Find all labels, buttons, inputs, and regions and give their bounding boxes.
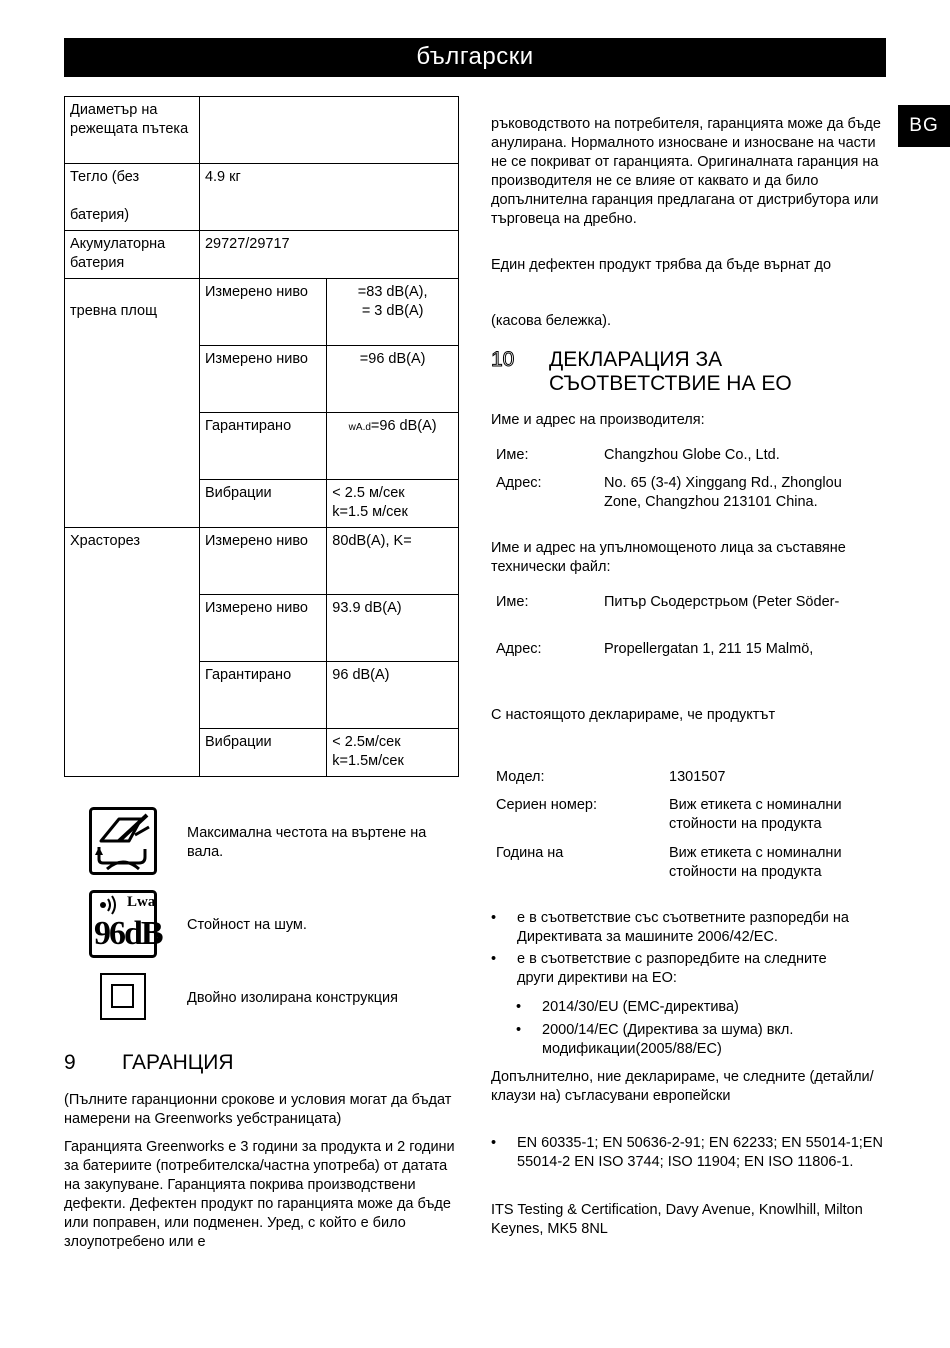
directive-bullet [516,998,886,1017]
spec-row-label: Измерено ниво [199,279,326,346]
language-tab: BG [898,105,950,147]
language-header-bar [64,38,886,77]
manufacturer-name-label: Име: [496,447,529,463]
bullet-dot: • [516,1022,522,1038]
notified-body-text: ITS Testing & Certification, Davy Avenue, Knowlhill, Milton Keynes, MK5 8NL [491,1202,863,1237]
spec-row-label: Вибрации [199,729,326,777]
bullet-dot: • [491,910,497,926]
warranty-body: Гаранцията Greenworks е 3 години за продукта и 2 години за батериите (потребителска/частна употреба) от датата на закупуване. Гаранцията покрива производствени дефекти. Дефектен продукт по гаранцията може да бъде или поправен, или подменен. Уред, с който е било злоупотребено или е [64,1139,455,1250]
compliance-bullet [491,909,886,947]
specifications-table [64,96,459,777]
compliance-bullet-text: е в съответствие със съответните разпоредби на Директивата за машините 2006/42/ЕС. [517,910,849,945]
compliance-bullet-text: е в съответствие с разпоредбите на следните други директиви на ЕО: [517,951,827,986]
bullet-dot: • [491,951,497,967]
spec-value-battery: 29727/29717 [199,231,458,279]
language-header-title: български [416,43,534,70]
product-serial-label: Сериен номер: [496,797,597,813]
directive-bullet-text: 2000/14/EC (Директива за шума) вкл. модификации(2005/88/EC) [542,1022,794,1057]
declaration-section-number: 10 [491,348,515,371]
authorized-address-label: Адрес: [496,641,542,657]
manufacturer-intro: Име и адрес на производителя: [491,412,705,428]
spec-row-value-subscript: wA.d [348,422,371,433]
declaration-title-line1: ДЕКЛАРАЦИЯ ЗА [549,348,723,371]
max-speed-text: Максимална честота на въртене на вала. [187,825,427,860]
directive-bullet-text: 2014/30/EU (EMC-директива) [542,999,739,1015]
product-year-label: Година на [496,845,564,861]
manufacturer-address-value: No. 65 (3-4) Xinggang Rd., Zhonglou Zone, Changzhou 213101 China. [604,475,842,510]
authorized-intro: Име и адрес на упълномощеното лица за съставяне технически файл: [491,540,846,575]
noise-icon-value: 96dB [94,915,162,952]
noise-icon-label: Lwa [127,894,156,910]
spec-row-value: < 2.5м/сек k=1.5м/сек [327,729,459,777]
spec-row-label: Измерено ниво [199,346,326,413]
spec-row-label: Измерено ниво [199,595,326,662]
spec-row-label: Гарантирано [199,662,326,729]
spec-label-lawn [65,279,200,528]
compliance-bullet [491,950,886,988]
standards-bullet [491,1134,886,1191]
noise-level-icon [89,890,162,958]
warranty-receipt: (касова бележка). [491,313,612,329]
warranty-continued: ръководството на потребителя, гаранцията може да бъде анулирана. Нормалното износване и износване на части не се покриват от гаранцията. Оригиналната гаранция на производителя не се влияе от каквато и да било допълнителна гаранция предлагана от дистрибутора или търговеца на дребно. [491,116,881,227]
authorized-address-value: Propellergatan 1, 211 15 Malmö, [604,641,814,657]
warranty-section-title: ГАРАНЦИЯ [122,1051,234,1074]
spec-row-value: 96 dB(A) [327,662,459,729]
spec-row-value: < 2.5 м/сек k=1.5 м/сек [327,480,459,528]
product-model-label: Модел: [496,769,545,785]
spec-row-value: 93.9 dB(A) [327,595,459,662]
warranty-intro: (Пълните гаранционни срокове и условия могат да бъдат намерени на Greenworks уебстраницата) [64,1092,452,1127]
warranty-return: Един дефектен продукт трябва да бъде върнат до [491,257,832,273]
product-serial-value: Виж етикета с номинални стойности на продукта [669,797,842,832]
manufacturer-address-label: Адрес: [496,475,542,491]
spec-row-label: Вибрации [199,480,326,528]
standards-text: EN 60335-1; EN 50636-2-91; EN 62233; EN 55014-1;EN 55014-2 EN ISO 3744; ISO 11904; EN ISO 11806-1. [517,1135,883,1170]
spec-row-label: Измерено ниво [199,528,326,595]
spec-row-value: 80dB(A), K= [327,528,459,595]
spec-value-diameter [199,97,458,164]
spec-value-weight: 4.9 кг [199,164,458,231]
declaration-title-line2: СЪОТВЕТСТВИЕ НА ЕО [549,372,792,395]
spec-label-lawn-text: тревна площ [70,303,158,319]
double-insulation-icon [100,973,146,1020]
directive-bullet [516,1021,886,1059]
spec-label-weight: Тегло (без батерия) [65,164,200,231]
max-speed-icon [89,807,157,875]
bullet-dot: • [516,999,522,1015]
product-model-value: 1301507 [669,769,726,785]
noise-level-text: Стойност на шум. [187,917,307,933]
harmonized-text: Допълнително, ние декларираме, че следните (детайли/клаузи на) съгласувани европейски [491,1069,874,1104]
spec-label-battery: Акумулаторна батерия [65,231,200,279]
spec-row-value: =83 dB(A), = 3 dB(A) [327,279,459,346]
spec-row-value: =96 dB(A) [327,346,459,413]
bullet-dot: • [491,1135,497,1151]
declare-text: С настоящото декларираме, че продуктът [491,707,776,723]
spec-label-diameter: Диаметър на режещата пътека [65,97,200,164]
spec-row-label: Гарантирано [199,413,326,480]
double-insulation-text: Двойно изолирана конструкция [187,990,398,1006]
product-year-value: Виж етикета с номинални стойности на продукта [669,845,842,880]
warranty-section-number: 9 [64,1051,76,1074]
spec-label-hedge: Храсторез [65,528,200,777]
spec-row-value-text: =96 dB(A) [370,418,437,434]
authorized-name-label: Име: [496,594,529,610]
authorized-name-value: Питър Сьодерстрьом (Peter Söder- [604,594,840,610]
spec-row-value-guaranteed [327,413,459,480]
manufacturer-name-value: Changzhou Globe Co., Ltd. [604,447,780,463]
